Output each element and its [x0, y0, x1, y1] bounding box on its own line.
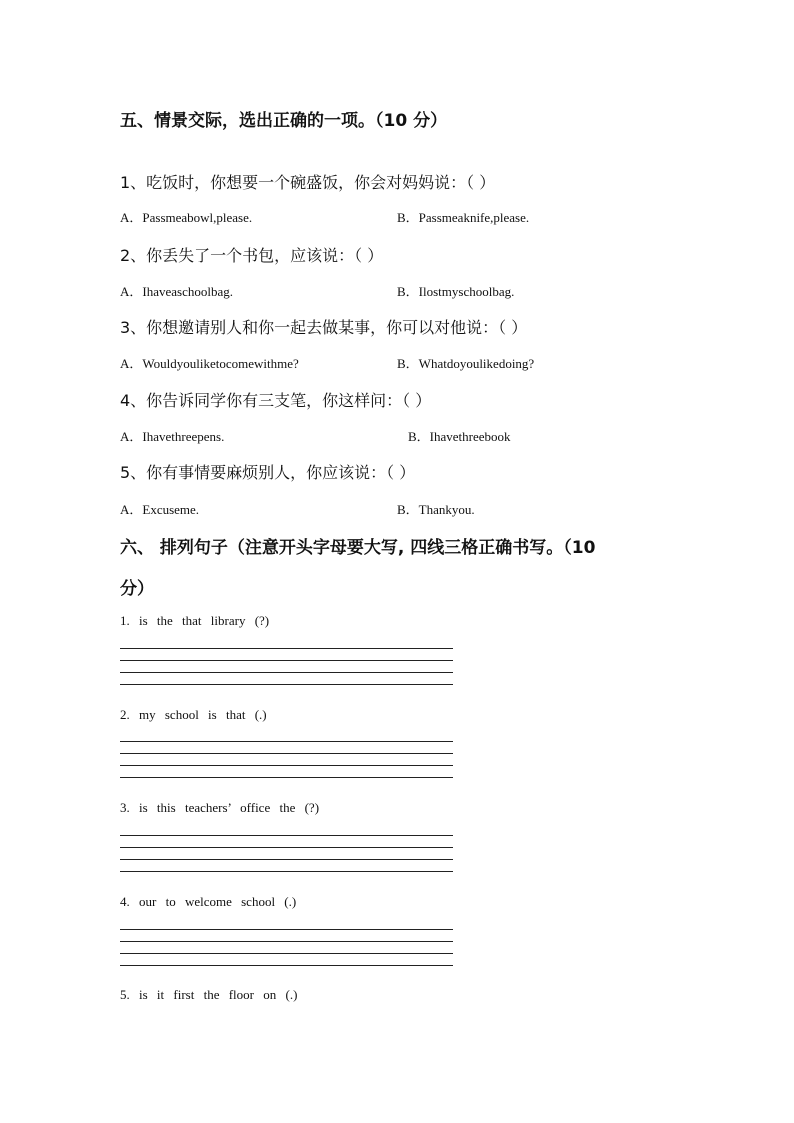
- writing-line: [120, 965, 453, 966]
- writing-line: [120, 777, 453, 778]
- writing-lines-4[interactable]: [120, 929, 453, 965]
- scrambled-sentence-3: 3. is this teachers’ office the (?): [120, 800, 320, 815]
- writing-lines-2[interactable]: [120, 741, 453, 777]
- writing-lines-3[interactable]: [120, 835, 453, 871]
- question-1-option-b: B．Passmeaknife,please.: [397, 210, 530, 225]
- question-5-option-a: A．Excuseme.: [120, 502, 200, 517]
- question-5: 5、你有事情要麻烦别人，你应该说：（ ）: [120, 463, 416, 482]
- question-4: 4、你告诉同学你有三支笔，你这样问：（ ）: [120, 391, 432, 410]
- writing-line: [120, 684, 453, 685]
- scrambled-sentence-4: 4. our to welcome school (.): [120, 894, 297, 909]
- writing-line: [120, 871, 453, 872]
- writing-line: [120, 648, 453, 649]
- writing-line: [120, 660, 453, 661]
- question-2-option-b: B．Ilostmyschoolbag.: [397, 284, 515, 299]
- section5-title: 五、情景交际，选出正确的一项。（10 分）: [120, 111, 448, 131]
- question-3: 3、你想邀请别人和你一起去做某事，你可以对他说：（ ）: [120, 318, 528, 337]
- writing-line: [120, 765, 453, 766]
- writing-line: [120, 953, 453, 954]
- writing-line: [120, 847, 453, 848]
- section6-title-line1: 六、 排列句子（注意开头字母要大写, 四线三格正确书写。（10: [120, 538, 596, 558]
- writing-line: [120, 753, 453, 754]
- question-1-option-a: A．Passmeabowl,please.: [120, 210, 253, 225]
- question-4-option-a: A．Ihavethreepens.: [120, 429, 225, 444]
- question-4-option-b: B．Ihavethreebook: [408, 429, 511, 444]
- scrambled-sentence-5: 5. is it first the floor on (.): [120, 987, 298, 1002]
- writing-line: [120, 741, 453, 742]
- question-1: 1、吃饭时，你想要一个碗盛饭，你会对妈妈说：（ ）: [120, 173, 496, 192]
- writing-line: [120, 929, 453, 930]
- scrambled-sentence-1: 1. is the that library (?): [120, 613, 270, 628]
- question-2: 2、你丢失了一个书包，应该说：（ ）: [120, 246, 384, 265]
- question-3-option-a: A．Wouldyouliketocomewithme?: [120, 356, 299, 371]
- scrambled-sentence-2: 2. my school is that (.): [120, 707, 267, 722]
- writing-line: [120, 835, 453, 836]
- writing-line: [120, 672, 453, 673]
- writing-lines-1[interactable]: [120, 648, 453, 684]
- writing-line: [120, 859, 453, 860]
- question-3-option-b: B．Whatdoyoulikedoing?: [397, 356, 535, 371]
- section6-title-line2: 分）: [120, 579, 154, 599]
- question-2-option-a: A．Ihaveaschoolbag.: [120, 284, 233, 299]
- writing-line: [120, 941, 453, 942]
- question-5-option-b: B．Thankyou.: [397, 502, 475, 517]
